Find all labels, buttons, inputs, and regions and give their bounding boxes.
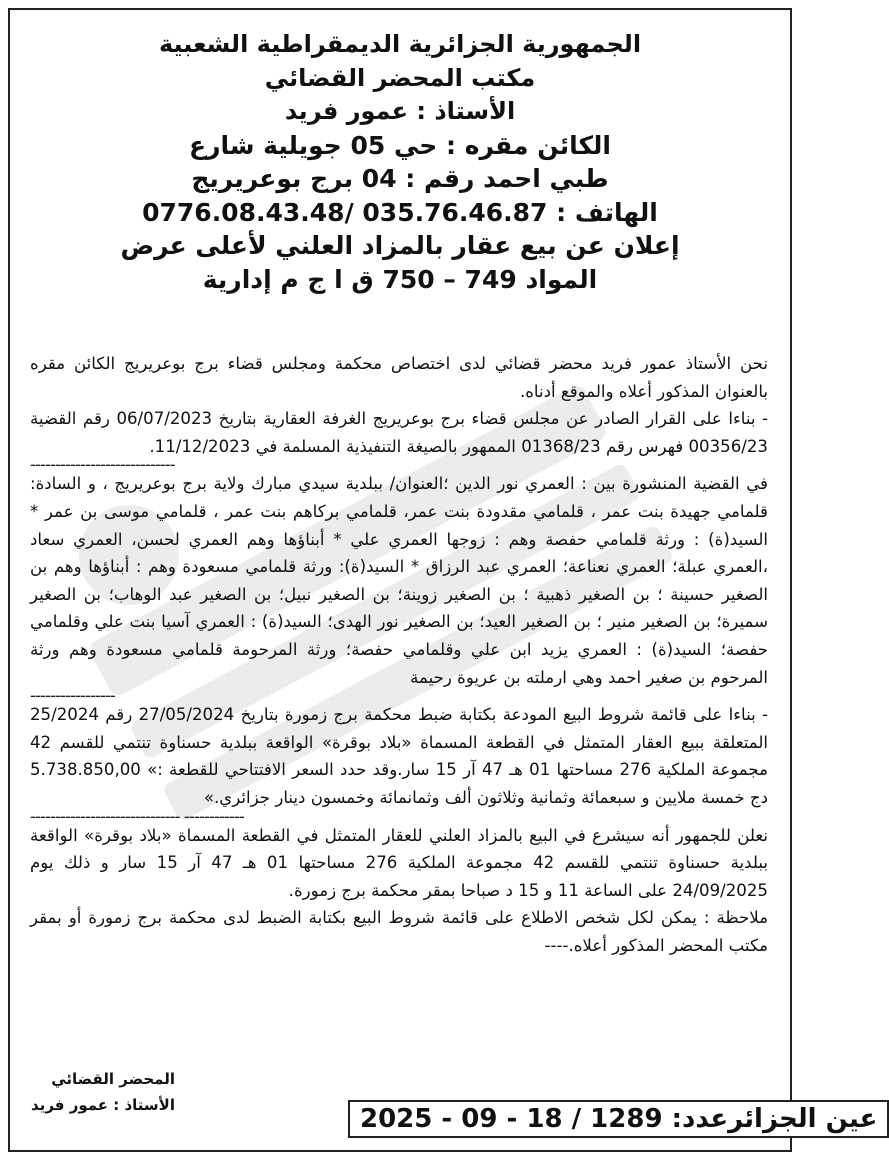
separator-line: ------------------------------ ------------	[30, 806, 244, 826]
signature-name: الأستاذ : عمور فريد	[31, 1096, 175, 1114]
note-paragraph: ملاحظة : يمكن لكل شخص الاطلاع على قائمة شروط البيع بكتابة الضبط لدى محكمة برج زمورة أو بمقر مكتب المحضر المذكور أعلاه.----	[30, 908, 768, 955]
auction-announcement-paragraph: نعلن للجمهور أنه سيشرع في البيع بالمزاد العلني للعقار المتمثل في القطعة المسماة «بلاد بوقرة» الواقعة ببلدية حسناوة تنتمي للقسم 42 مجموعة الملكية 276 مساحتها 01 هـ 47 آر 15 سار و ذلك يوم 24/09/2025 على الساعة 11 و 15 د صباحا بمقر محكمة برج زمورة.	[30, 825, 768, 900]
republic-title: الجمهورية الجزائرية الديمقراطية الشعبية	[158, 30, 642, 58]
separator-line: -----------------------------	[30, 455, 175, 475]
notice-title: إعلان عن بيع عقار بالمزاد العلني لأعلى عرض	[120, 231, 680, 260]
notice-body	[30, 350, 768, 959]
office-address-line2: طبي احمد رقم : 04 برج بوعريريج	[191, 164, 609, 193]
signature-block	[31, 1066, 175, 1118]
sale-conditions-paragraph: - بناءا على قائمة شروط البيع المودعة بكتابة ضبط محكمة برج زمورة بتاريخ 27/05/2024 رقم 25/2024 المتعلقة ببيع العقار المتمثل في القطعة المسماة «بلاد بوقرة» الواقعة ببلدية حسناوة تنتمي للقسم 42 مجموعة الملكية 276 مساحتها 01 هـ 47 آر 15 سار.وقد حدد السعر الافتتاحي للقطعة :» 5.738.850,00 دج خمسة ملايين و سبعمائة وثمانية وثلاثون ألف وثمانمائة وخمسون دينار جزائري.»	[30, 705, 769, 807]
parties-paragraph: في القضية المنشورة بين : العمري نور الدين ؛العنوان/ ببلدية سيدي مبارك ولاية برج بوعريريج ، و السادة: قلمامي جهيدة بنت عمر ، قلمامي مقدودة بنت عمر، قلمامي بركاهم بنت عمر ، قلمامي موسى بن عمر * السيد(ة) : ورثة قلمامي حفصة وهم : زوجها العمري علي * أبناؤها وهم العمري لحسن، العمري سعاد ،العمري عبلة؛ العمري نعناعة؛ العمري عبد الرزاق * السيد(ة): ورثة قلمامي مسعودة وهم : أبناؤها وهم بن الصغير حسينة ؛ بن الصغير ذهبية ؛ بن الصغير زوينة؛ بن الصغير نبيل؛ بن الصغير عبد الوهاب؛ بن الصغير سميرة؛ بن الصغير منير ؛ بن الصغير العيد؛ بن الصغير نور الهدى؛ السيد(ة) : العمري آسيا بنت علي وقلمامي حفصة؛ السيد(ة) : العمري يزيد ابن علي وقلمامي حفصة؛ ورثة المرحومة قلمامي مسعودة وهم ورثة المرحوم بن صغير احمد وهي ارملته بن عريوة رحيمة	[30, 474, 768, 687]
court-decision-paragraph: - بناءا على القرار الصادر عن مجلس قضاء برج بوعريريج الغرفة العقارية بتاريخ 06/07/2023 رقم القضية 00356/23 فهرس رقم 01368/23 الممهور بالصيغة التنفيذية المسلمة في 11/12/2023.	[30, 409, 768, 456]
intro-paragraph: نحن الأستاذ عمور فريد محضر قضائي لدى اختصاص محكمة ومجلس قضاء برج بوعريريج الكائن مقره بالعنوان المذكور أعلاه والموقع أدناه.	[30, 354, 768, 401]
legal-articles: المواد 749 – 750 ق ا ج م إدارية	[202, 264, 598, 294]
signature-title: المحضر القضائي	[51, 1070, 175, 1088]
legal-notice-page	[8, 8, 878, 1152]
separator-line: -----------------	[30, 686, 115, 706]
phone-numbers: الهاتف : 035.76.46.87 /0776.08.43.48	[142, 197, 658, 227]
office-title: مكتب المحضر القضائي	[264, 63, 536, 92]
bailiff-name: الأستاذ : عمور فريد	[284, 97, 516, 125]
notice-header	[10, 10, 790, 296]
publication-reference: عين الجزائرعدد: 1289 / 18 - 09 - 2025	[348, 1100, 889, 1138]
office-address-line1: الكائن مقره : حي 05 جويلية شارع	[189, 130, 611, 160]
